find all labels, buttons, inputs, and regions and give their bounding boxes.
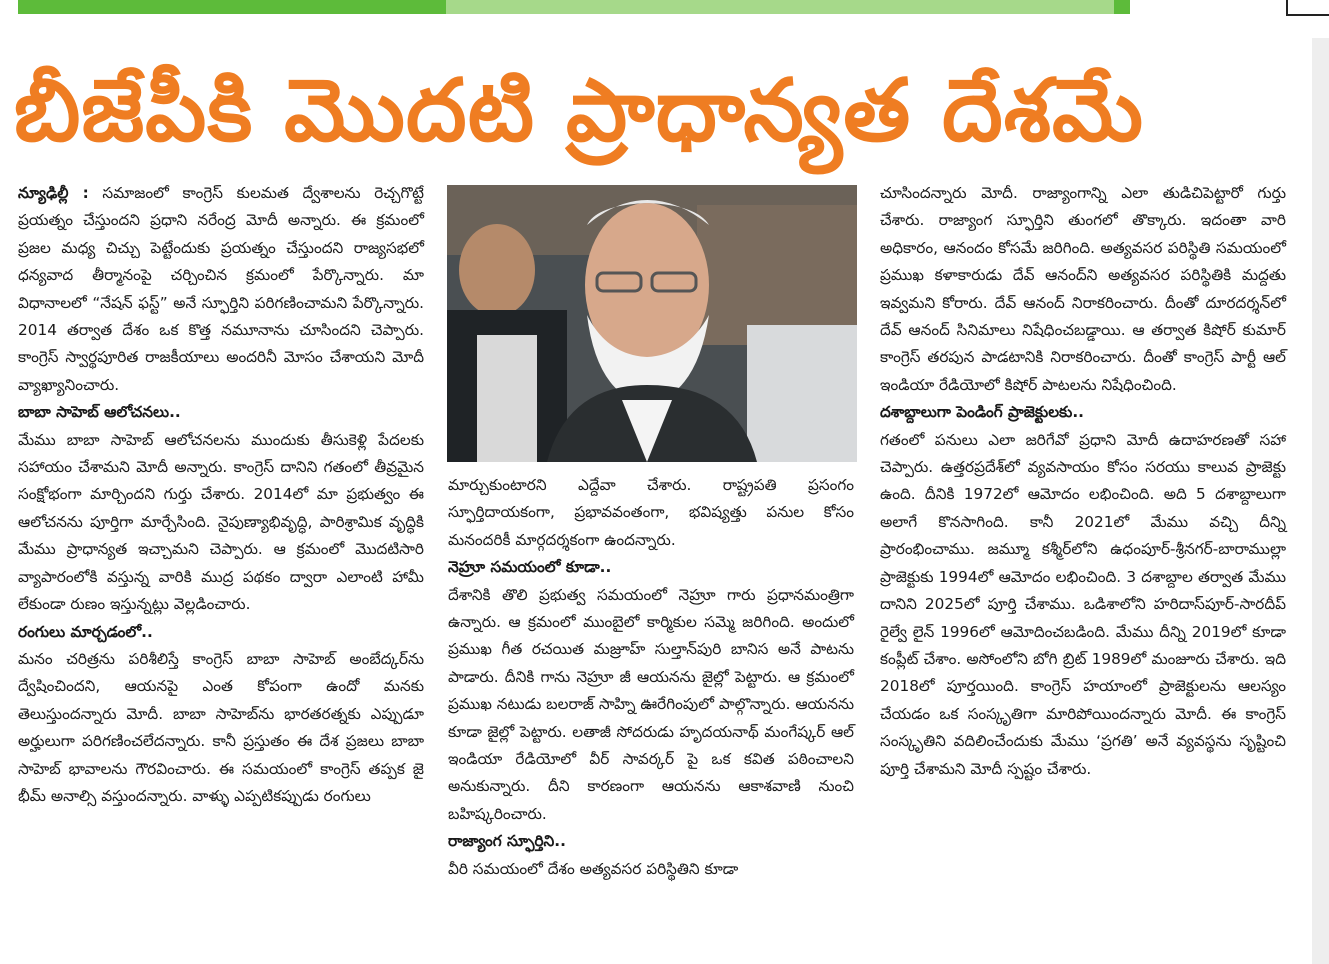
- paragraph: చూసిందన్నారు మోదీ. రాజ్యాంగాన్ని ఎలా తుడిచిపెట్టారో గుర్తు చేశారు. రాజ్యాంగ స్ఫూర్తిని తుంగలో తొక్కారు. ఇదంతా వారి అధికారం, ఆనందం కోసమే జరిగింది. అత్యవసర పరిస్థితి సమయంలో ప్రముఖ కళాకారుడు దేవ్ ఆనంద్‌ని అత్యవసర పరిస్థితికి మద్దతు ఇవ్వమని కోరారు. దేవ్ ఆనంద్ నిరాకరించారు. దీంతో దూరదర్శన్‌లో దేవ్ ఆనంద్ సినిమాలు నిషేధించబడ్డాయి. ఆ తర్వాత కిషోర్ కుమార్ కాంగ్రెస్ తరపున పాడటానికి నిరాకరించారు. దీంతో కాంగ్రెస్ పార్టీ ఆల్ ఇండియా రేడియోలో కిషోర్ పాటలను నిషేధించింది.: [880, 184, 1286, 394]
- subheading: నెహ్రూ సమయంలో కూడా..: [448, 558, 612, 577]
- scrollbar-track[interactable]: [1312, 38, 1329, 964]
- subheading: రంగులు మార్చడంలో..: [18, 622, 153, 641]
- paragraph: మనం చరిత్రను పరిశీలిస్తే కాంగ్రెస్ బాబా సాహెబ్ అంబేద్కర్‌ను ద్వేషించిందని, ఆయనపై ఎంత కోపంగా ఉందో మనకు తెలుస్తుందన్నారు మోదీ. బాబా సాహెబ్‌ను భారతరత్నకు ఎప్పుడూ అర్హులుగా పరిగణించలేదన్నారు. కానీ ప్రస్తుతం ఈ దేశ ప్రజలు బాబా సాహెబ్ భావాలను గౌరవించారు. ఈ సమయంలో కాంగ్రెస్ తప్పక జై భీమ్ అనాల్సి వస్తుందన్నారు. వాళ్ళు ఎప్పటికప్పుడు రంగులు: [18, 649, 424, 805]
- paragraph: దేశానికి తొలి ప్రభుత్వ సమయంలో నెహ్రూ గారు ప్రధానమంత్రిగా ఉన్నారు. ఆ క్రమంలో ముంబైలో కార్మికుల సమ్మె జరిగింది. అందులో ప్రముఖ గీత రచయిత మజ్రూహ్ సుల్తాన్‌పురి బానిస అనే పాటను పాడారు. దీనికి గాను నెహ్రూ జీ ఆయనను జైల్లో పెట్టారు. ఆ క్రమంలో ప్రముఖ నటుడు బలరాజ్ సాహ్ని ఊరేగింపులో పాల్గొన్నారు. ఆయనను కూడా జైల్లో పెట్టారు. లతాజీ సోదరుడు హృదయనాథ్ మంగేష్కర్ ఆల్ ఇండియా రేడియోలో వీర్ సావర్కర్ పై ఒక కవిత పఠించాలని అనుకున్నారు. దీని కారణంగా ఆయనను ఆకాశవాణి నుంచి బహిష్కరించారు.: [448, 585, 854, 823]
- paragraph: గతంలో పనులు ఎలా జరిగేవో ప్రధాని మోదీ ఉదాహరణతో సహా చెప్పారు. ఉత్తరప్రదేశ్‌లో వ్యవసాయం కోసం సరయు కాలువ ప్రాజెక్టు ఉంది. దీనికి 1972లో ఆమోదం లభించింది. అది 5 దశాబ్దాలుగా అలాగే కొనసాగింది. కానీ 2021లో మేము వచ్చి దీన్ని ప్రారంభించాము. జమ్మూ కశ్మీర్‌లోని ఉధంపూర్-శ్రీనగర్-బారాముల్లా ప్రాజెక్టుకు 1994లో ఆమోదం లభించింది. 3 దశాబ్దాల తర్వాత మేము దానిని 2025లో పూర్తి చేశాము. ఒడిశాలోని హరిదాస్‌పూర్-సారదీప్ రైల్వే లైన్ 1996లో ఆమోదించబడింది. మేము దీన్ని 2019లో కూడా కంప్లీట్ చేశాం. అసోంలోని బోగి బ్రిట్ 1989లో మంజూరు చేశారు. ఇది 2018లో పూర్తయింది. కాంగ్రెస్ హయాంలో ప్రాజెక్టులను ఆలస్యం చేయడం ఒక సంస్కృతిగా మారిపోయిందన్నారు మోదీ. ఈ కాంగ్రెస్ సంస్కృతిని వదిలించేందుకు మేము ‘ప్రగతి’ అనే వ్యవస్థను సృష్టించి పూర్తి చేశామని మోదీ స్పష్టం చేశారు.: [880, 430, 1286, 778]
- top-color-bar-end: [1114, 0, 1130, 14]
- paragraph: వీరి సమయంలో దేశం అత్యవసర పరిస్థితిని కూడా: [448, 859, 739, 878]
- paragraph: మేము బాబా సాహెబ్ ఆలోచనలను ముందుకు తీసుకెళ్లి పేదలకు సహాయం చేశామని మోదీ అన్నారు. కాంగ్రెస్ దానిని గతంలో తీవ్రమైన సంక్షోభంగా మార్చిందని గుర్తు చేశారు. 2014లో మా ప్రభుత్వం ఈ ఆలోచనను పూర్తిగా మార్చేసింది. నైపుణ్యాభివృద్ధి, పారిశ్రామిక వృద్ధికి మేము ప్రాధాన్యత ఇచ్చామని చెప్పారు. ఆ క్రమంలో మొదటిసారి వ్యాపారంలోకి వస్తున్న వారికి ముద్ర పథకం ద్వారా ఎలాంటి హామీ లేకుండా రుణం ఇస్తున్నట్లు వెల్లడించారు.: [18, 430, 424, 614]
- subheading: బాబా సాహెబ్ ఆలోచనలు..: [18, 403, 181, 422]
- person-photo-icon: [447, 185, 857, 462]
- corner-frame: [1286, 0, 1329, 16]
- dateline: న్యూఢిల్లీ :: [18, 184, 89, 202]
- headline: బీజేపీకి మొదటి ప్రాధాన్యత దేశమే: [14, 61, 1145, 161]
- top-color-bar: [18, 0, 446, 14]
- subheading: రాజ్యాంగ స్ఫూర్తిని..: [448, 832, 566, 851]
- news-photo: [447, 185, 857, 462]
- paragraph: న్యూఢిల్లీ : సమాజంలో కాంగ్రెస్ కులమత ద్వేశాలను రెచ్చగొట్టే ప్రయత్నం చేస్తుందని ప్రధాని నరేంద్ర మోదీ అన్నారు. ఈ క్రమంలో ప్రజల మధ్య చిచ్చు పెట్టేందుకు ప్రయత్నం చేస్తుందని రాజ్యసభలో ధన్యవాద తీర్మానంపై చర్చించిన క్రమంలో పేర్కొన్నారు. మా విధానాలలో “నేషన్ ఫస్ట్” అనే స్ఫూర్తిని పరిగణించామని పేర్కొన్నారు. 2014 తర్వాత దేశం ఒక కొత్త నమూనాను చూసిందని చెప్పారు. కాంగ్రెస్ స్వార్థపూరిత రాజకీయాలు అందరినీ మోసం చేశాయని మోదీ వ్యాఖ్యానించారు.: [18, 184, 424, 394]
- top-color-bar-light: [446, 0, 1114, 14]
- article-column-1: [18, 180, 424, 810]
- article-column-3: [880, 180, 1286, 783]
- article-column-2: [448, 472, 854, 883]
- subheading: దశాబ్దాలుగా పెండింగ్ ప్రాజెక్టులకు..: [880, 403, 1084, 422]
- paragraph: మార్చుకుంటారని ఎద్దేవా చేశారు. రాష్ట్రపతి ప్రసంగం స్ఫూర్తిదాయకంగా, ప్రభావవంతంగా, భవిష్యత్తు పనుల కోసం మనందరికీ మార్గదర్శకంగా ఉందన్నారు.: [448, 476, 854, 549]
